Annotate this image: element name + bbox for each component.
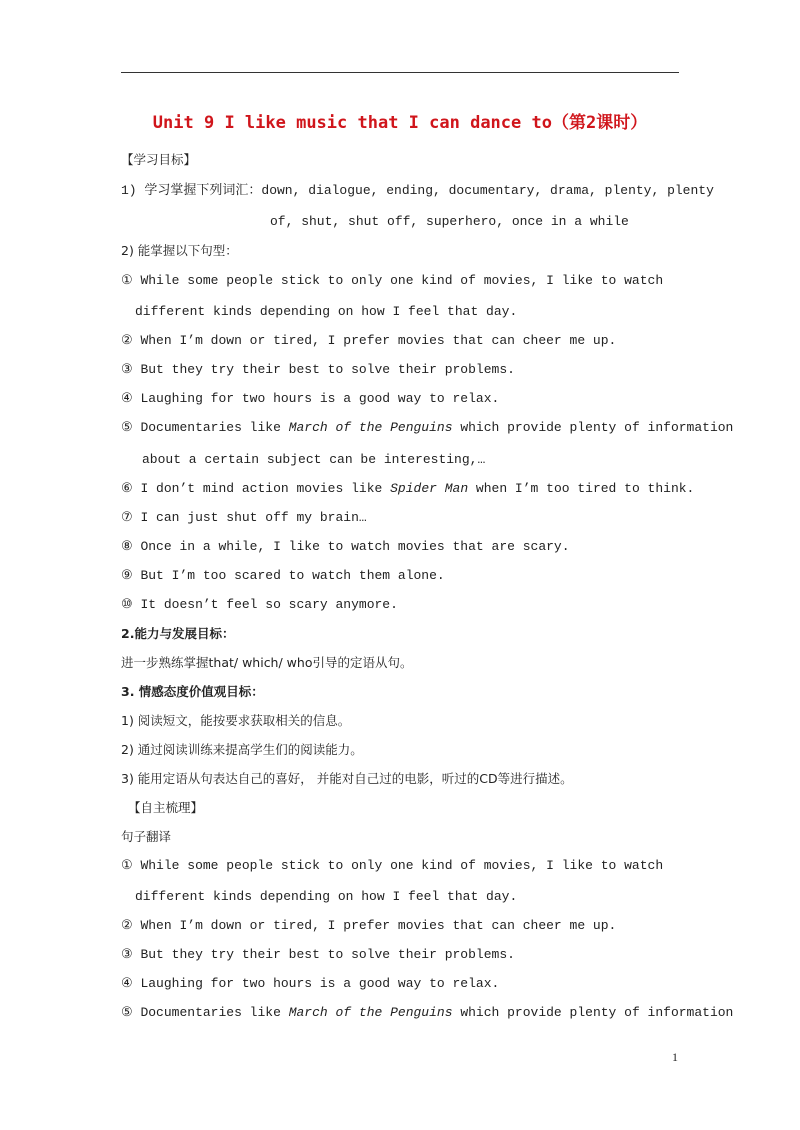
sentence-1-line1: ① While some people stick to only one kind of movies, I like to watch — [121, 273, 664, 288]
translation-1-line1: ① While some people stick to only one kind of movies, I like to watch — [121, 858, 664, 873]
section-heading-objectives: 【学习目标】 — [121, 152, 197, 167]
vocab-item-line2: of, shut, shut off, superhero, once in a while — [270, 214, 629, 229]
sentence-5-pre: ⑤ Documentaries like — [121, 420, 289, 435]
sentence-4: ④ Laughing for two hours is a good way to relax. — [121, 391, 500, 406]
translation-5-title: March of the Penguins — [288, 1005, 453, 1020]
translation-3: ③ But they try their best to solve their problems. — [121, 947, 515, 962]
section-heading-self-review: 【自主梳理】 — [128, 800, 204, 815]
sentence-5-post: which provide plenty of information — [452, 420, 734, 435]
header-rule — [121, 72, 679, 73]
translation-1-line2: different kinds depending on how I feel that day. — [135, 889, 518, 904]
sentence-6 — [121, 481, 694, 497]
translation-5-post: which provide plenty of information — [452, 1005, 734, 1020]
sentence-5-line2: about a certain subject can be interesting,… — [142, 452, 486, 467]
translation-subheading: 句子翻译 — [121, 829, 172, 844]
vocab-item-line1: 1) 学习掌握下列词汇：down, dialogue, ending, documentary, drama, plenty, plenty — [121, 183, 714, 198]
sentence-5-line1 — [121, 420, 733, 436]
sentence-3: ③ But they try their best to solve their problems. — [121, 362, 515, 377]
page-number: 1 — [672, 1050, 678, 1064]
sentence-1-line2: different kinds depending on how I feel that day. — [135, 304, 518, 319]
sentence-9: ⑨ But I’m too scared to watch them alone. — [121, 568, 445, 583]
sentence-7: ⑦ I can just shut off my brain… — [121, 510, 367, 525]
translation-5-pre: ⑤ Documentaries like — [121, 1005, 289, 1020]
sentence-6-title: Spider Man — [390, 481, 469, 496]
translation-2: ② When I’m down or tired, I prefer movies that can cheer me up. — [121, 918, 617, 933]
sentence-10: ⑩ It doesn’t feel so scary anymore. — [121, 597, 398, 612]
section-heading-ability: 2.能力与发展目标： — [121, 626, 235, 641]
sentence-5-title: March of the Penguins — [288, 420, 453, 435]
sentence-6-pre: ⑥ I don’t mind action movies like — [121, 481, 391, 496]
sentence-2: ② When I’m down or tired, I prefer movies that can cheer me up. — [121, 333, 617, 348]
emotion-item-1: 1) 阅读短文，能按要求获取相关的信息。 — [121, 713, 351, 728]
ability-text: 进一步熟练掌握that/ which/ who引导的定语从句。 — [121, 655, 413, 670]
sentence-pattern-intro: 2) 能掌握以下句型： — [121, 243, 238, 258]
section-heading-emotion: 3. 情感态度价值观目标： — [121, 684, 264, 699]
emotion-item-2: 2) 通过阅读训练来提高学生们的阅读能力。 — [121, 742, 363, 757]
sentence-8: ⑧ Once in a while, I like to watch movies that are scary. — [121, 539, 570, 554]
sentence-6-post: when I’m too tired to think. — [468, 481, 695, 496]
page-title: Unit 9 I like music that I can dance to（第2课时） — [152, 113, 648, 133]
translation-5 — [121, 1005, 733, 1021]
translation-4: ④ Laughing for two hours is a good way to relax. — [121, 976, 500, 991]
emotion-item-3: 3) 能用定语从句表达自己的喜好， 并能对自己过的电影，听过的CD等进行描述。 — [121, 771, 573, 786]
